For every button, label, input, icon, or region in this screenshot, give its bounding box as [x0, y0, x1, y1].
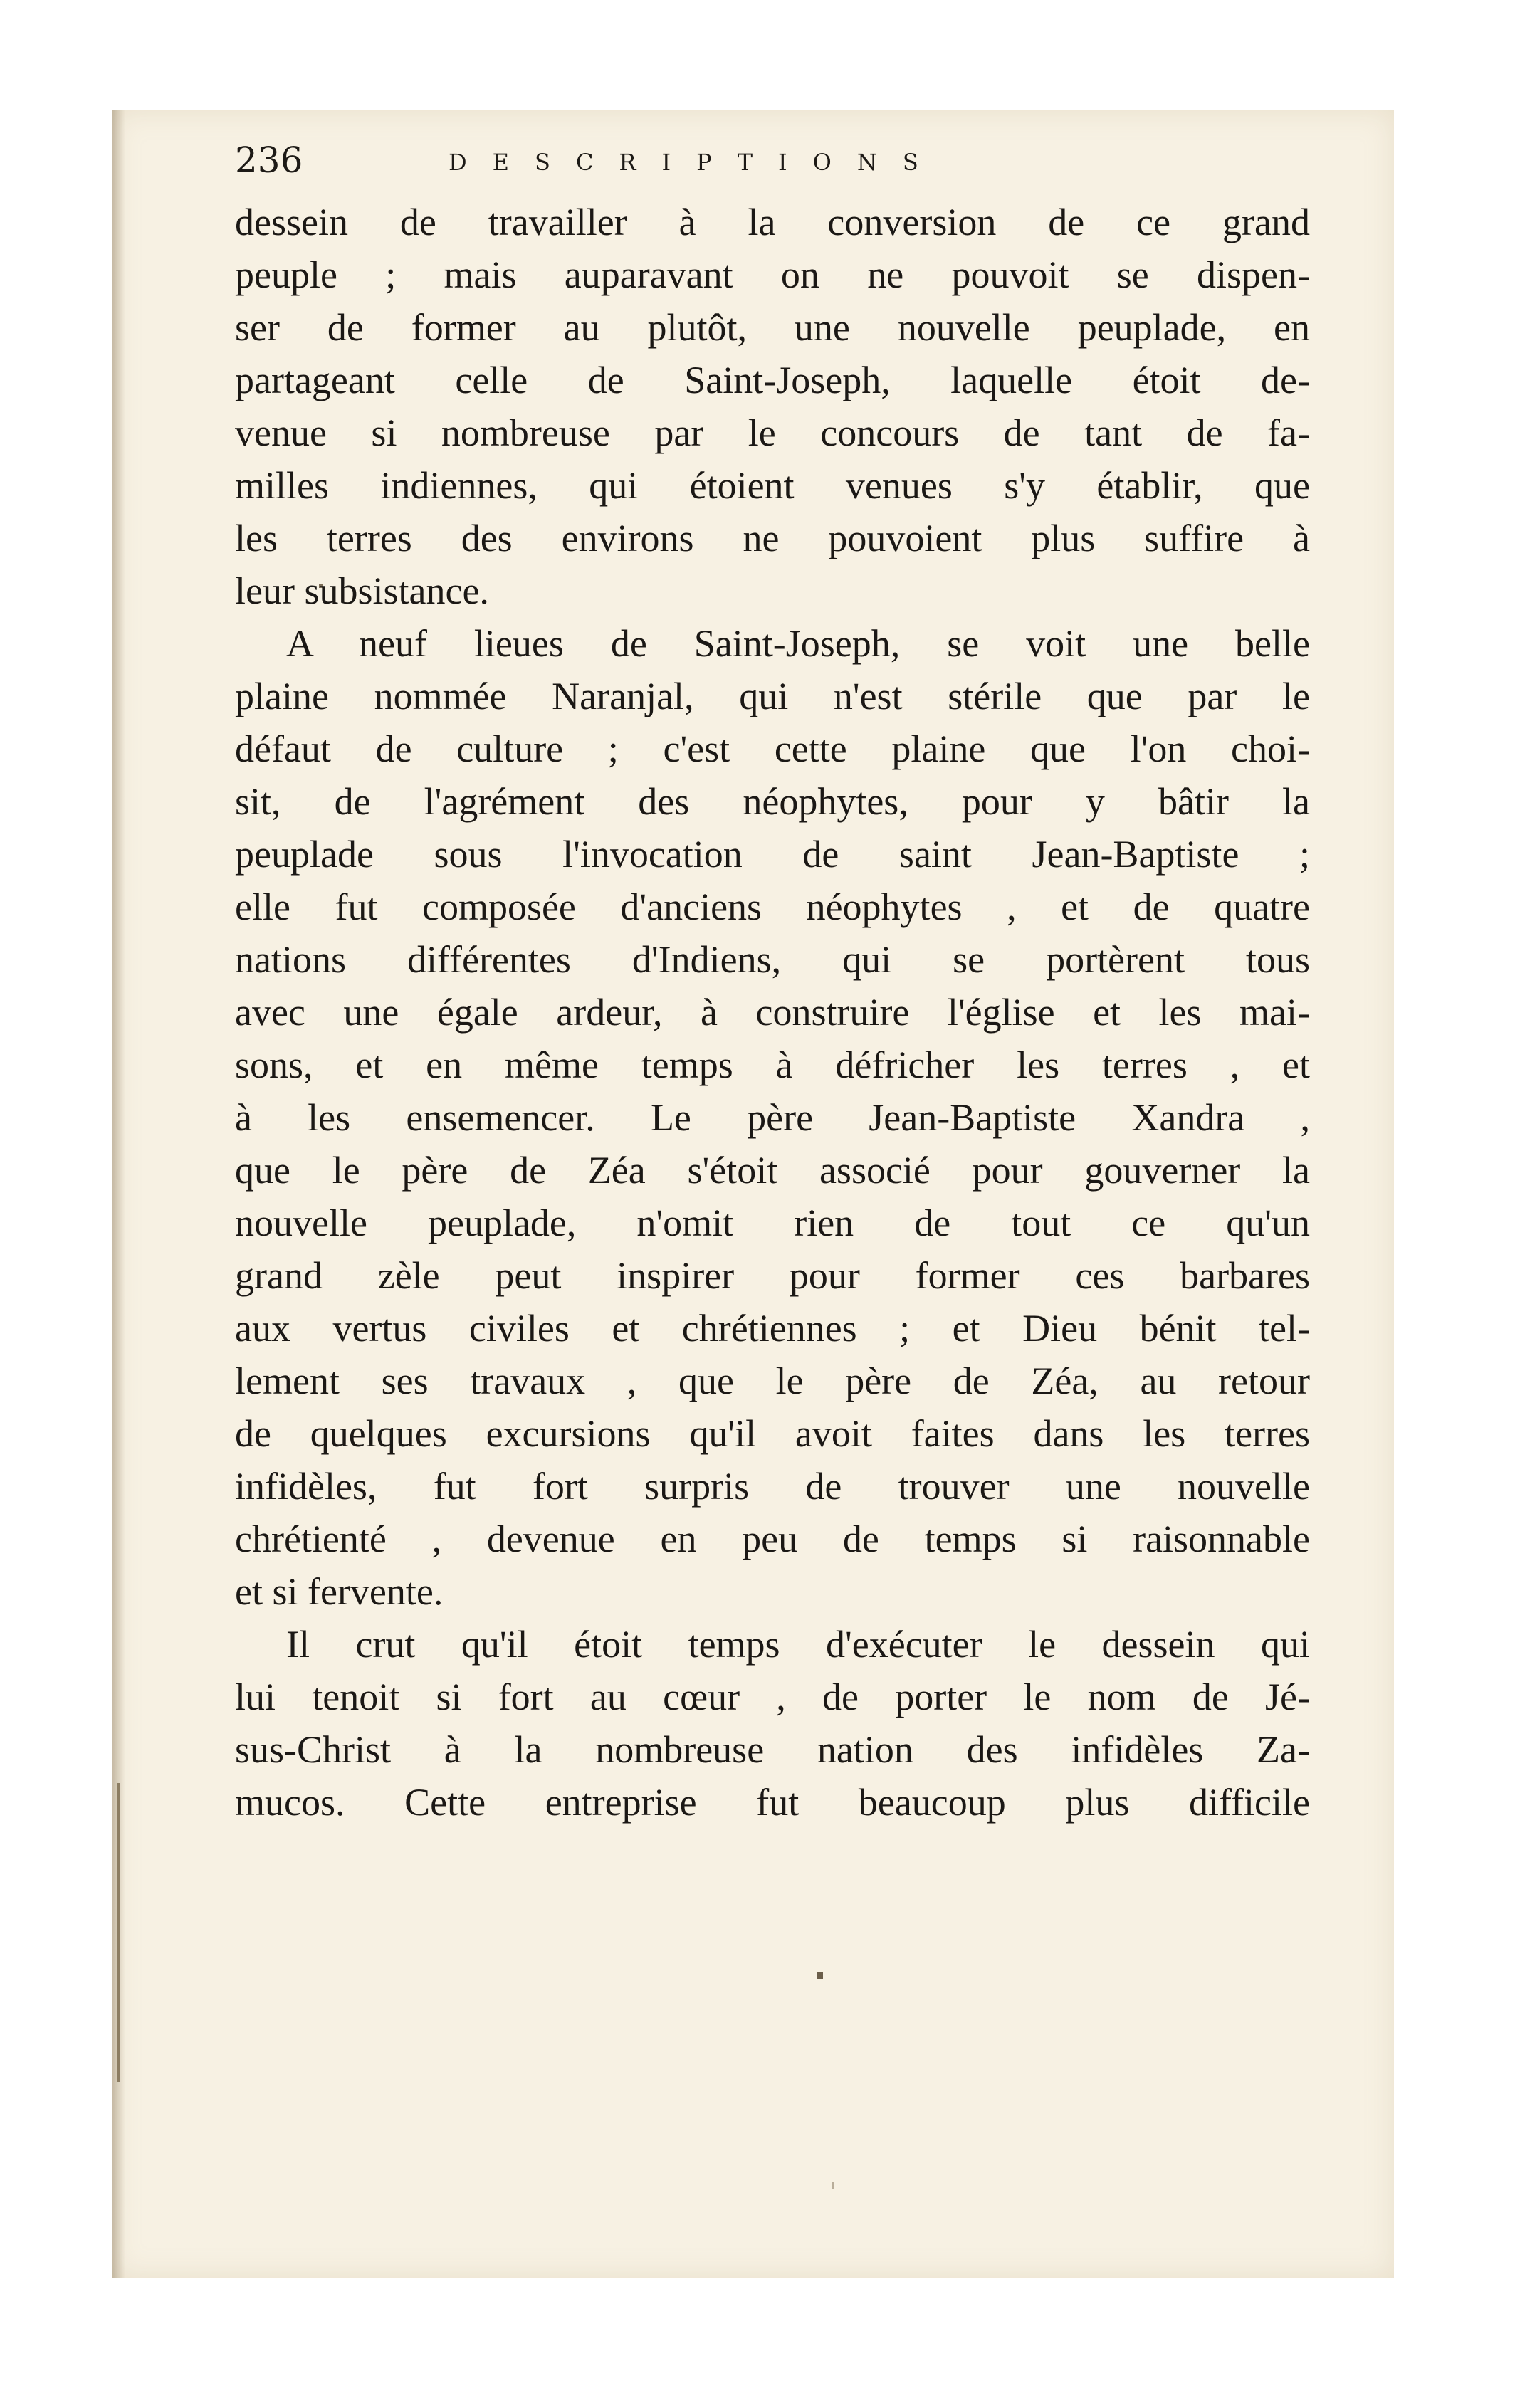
- text-line: défaut de culture ; c'est cette plaine que l'on choi-: [235, 727, 1310, 770]
- text-line: elle fut composée d'anciens néophytes , et de quatre: [235, 885, 1310, 928]
- text-line: lui tenoit si fort au cœur , de porter le nom de Jé-: [235, 1676, 1310, 1718]
- text-line: mucos. Cette entreprise fut beaucoup plus difficile: [235, 1781, 1310, 1824]
- text-line: sus-Christ à la nombreuse nation des infidèles Za-: [235, 1728, 1310, 1771]
- page-number: 236: [235, 140, 303, 181]
- text-line: de quelques excursions qu'il avoit faites dans les terres: [235, 1412, 1310, 1455]
- body-text: [235, 196, 1310, 1829]
- text-line: sons, et en même temps à défricher les terres , et: [235, 1043, 1310, 1086]
- paper-speck: [832, 2182, 834, 2189]
- text-line: sit, de l'agrément des néophytes, pour y bâtir la: [235, 780, 1310, 823]
- text-line: peuplade sous l'invocation de saint Jean-Baptiste ;: [235, 833, 1310, 876]
- text-line: milles indiennes, qui étoient venues s'y établir, que: [235, 464, 1310, 507]
- text-line: lement ses travaux , que le père de Zéa, au retour: [235, 1360, 1310, 1402]
- text-line: ser de former au plutôt, une nouvelle peuplade, en: [235, 306, 1310, 349]
- text-line: chrétienté , devenue en peu de temps si raisonnable: [235, 1518, 1310, 1560]
- text-line: infidèles, fut fort surpris de trouver une nouvelle: [235, 1465, 1310, 1508]
- text-line: les terres des environs ne pouvoient plus suffire à: [235, 517, 1310, 559]
- text-line: dessein de travailler à la conversion de ce grand: [235, 201, 1310, 243]
- text-line: plaine nommée Naranjal, qui n'est stérile que par le: [235, 675, 1310, 717]
- text-line: nations différentes d'Indiens, qui se portèrent tous: [235, 938, 1310, 981]
- page-header: [235, 135, 1089, 192]
- text-line: grand zèle peut inspirer pour former ces barbares: [235, 1254, 1310, 1297]
- running-head: DESCRIPTIONS: [449, 149, 944, 176]
- text-line: nouvelle peuplade, n'omit rien de tout ce qu'un: [235, 1202, 1310, 1244]
- text-line: que le père de Zéa s'étoit associé pour gouverner la: [235, 1149, 1310, 1192]
- text-line: peuple ; mais auparavant on ne pouvoit se dispen-: [235, 253, 1310, 296]
- binding-stain: [117, 1783, 120, 2082]
- text-line: venue si nombreuse par le concours de tant de fa-: [235, 411, 1310, 454]
- text-line: A neuf lieues de Saint-Joseph, se voit une belle: [286, 622, 1310, 665]
- text-line: Il crut qu'il étoit temps d'exécuter le dessein qui: [286, 1623, 1310, 1666]
- text-line: partageant celle de Saint-Joseph, laquelle étoit de-: [235, 359, 1310, 401]
- text-line: à les ensemencer. Le père Jean-Baptiste Xandra ,: [235, 1096, 1310, 1139]
- paper-speck: [817, 1972, 823, 1979]
- text-line: et si fervente.: [235, 1570, 444, 1613]
- text-line: aux vertus civiles et chrétiennes ; et Dieu bénit tel-: [235, 1307, 1310, 1350]
- text-line: avec une égale ardeur, à construire l'église et les mai-: [235, 991, 1310, 1034]
- text-line: leur subsistance.: [235, 569, 489, 612]
